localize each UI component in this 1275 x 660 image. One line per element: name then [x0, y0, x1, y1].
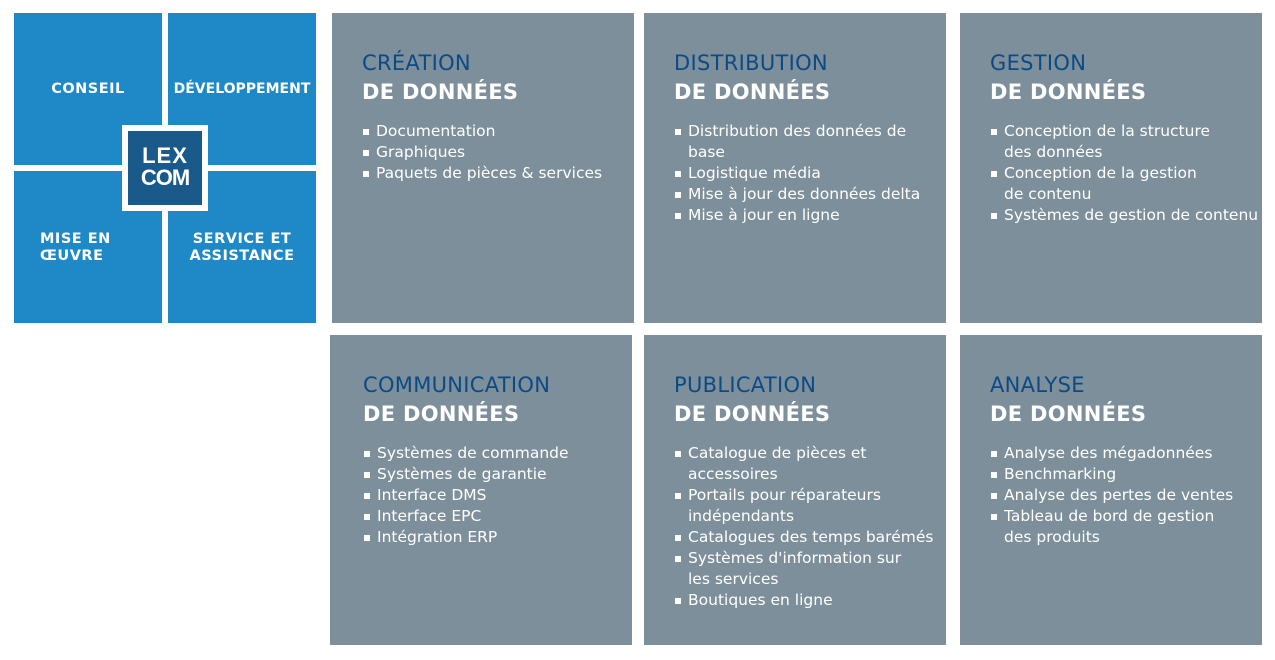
- list-item: Graphiques: [362, 142, 634, 163]
- list-item: Systèmes d'information sur les services: [674, 548, 946, 590]
- tile-subtitle: DE DONNÉES: [362, 80, 519, 104]
- tile-title: DISTRIBUTION: [674, 51, 828, 75]
- tile-analyse: [960, 335, 1262, 645]
- tile-list: [363, 443, 632, 548]
- list-item: Catalogues des temps barémés: [674, 527, 946, 548]
- tile-creation: [332, 13, 634, 323]
- tile-subtitle: DE DONNÉES: [363, 402, 520, 426]
- list-item: Paquets de pièces & services: [362, 163, 634, 184]
- quadrant-label-line: MISE EN: [40, 231, 111, 247]
- list-item: Catalogue de pièces et accessoires: [674, 443, 946, 485]
- tile-subtitle: DE DONNÉES: [990, 402, 1147, 426]
- list-item: Portails pour réparateurs indépendants: [674, 485, 946, 527]
- tile-list: [990, 121, 1262, 226]
- tile-distribution: [644, 13, 946, 323]
- list-item: Tableau de bord de gestion des produits: [990, 506, 1262, 548]
- quadrant-label: DÉVELOPPEMENT: [173, 81, 311, 97]
- list-item: Systèmes de garantie: [363, 464, 632, 485]
- tile-list: [674, 121, 946, 226]
- quadrant-label-line: SERVICE ET: [192, 231, 292, 247]
- list-item: Boutiques en ligne: [674, 590, 946, 611]
- logo-text-line: LEX: [142, 143, 188, 168]
- quadrant-label-line: ASSISTANCE: [189, 248, 295, 264]
- list-item: Analyse des pertes de ventes: [990, 485, 1262, 506]
- tile-title: GESTION: [990, 51, 1087, 75]
- list-item: Conception de la structure des données: [990, 121, 1262, 163]
- logo-text-line: COM: [140, 165, 190, 190]
- tile-list: [990, 443, 1262, 548]
- tile-title: ANALYSE: [990, 373, 1085, 397]
- lexcom-logo: [122, 125, 208, 211]
- tile-list: [362, 121, 634, 184]
- quadrant-label: CONSEIL: [51, 81, 125, 97]
- quadrant-label: [40, 231, 140, 265]
- list-item: Interface EPC: [363, 506, 632, 527]
- tile-list: [674, 443, 946, 611]
- list-item: Mise à jour des données delta: [674, 184, 946, 205]
- list-item: Interface DMS: [363, 485, 632, 506]
- tile-communication: [330, 335, 632, 645]
- list-item: Systèmes de commande: [363, 443, 632, 464]
- list-item: Documentation: [362, 121, 634, 142]
- tile-gestion: [960, 13, 1262, 323]
- list-item: Conception de la gestion de contenu: [990, 163, 1262, 205]
- quadrant-label-line: ŒUVRE: [40, 248, 104, 264]
- list-item: Mise à jour en ligne: [674, 205, 946, 226]
- tile-publication: [644, 335, 946, 645]
- tile-title: COMMUNICATION: [363, 373, 551, 397]
- list-item: Distribution des données de base: [674, 121, 946, 163]
- tile-title: CRÉATION: [362, 51, 471, 75]
- tile-title: PUBLICATION: [674, 373, 817, 397]
- list-item: Logistique média: [674, 163, 946, 184]
- list-item: Benchmarking: [990, 464, 1262, 485]
- tile-subtitle: DE DONNÉES: [990, 80, 1147, 104]
- lexcom-logo-mark: [128, 131, 202, 205]
- tile-subtitle: DE DONNÉES: [674, 402, 831, 426]
- list-item: Intégration ERP: [363, 527, 632, 548]
- list-item: Analyse des mégadonnées: [990, 443, 1262, 464]
- list-item: Systèmes de gestion de contenu: [990, 205, 1262, 226]
- tile-subtitle: DE DONNÉES: [674, 80, 831, 104]
- quadrant-label: [168, 231, 316, 265]
